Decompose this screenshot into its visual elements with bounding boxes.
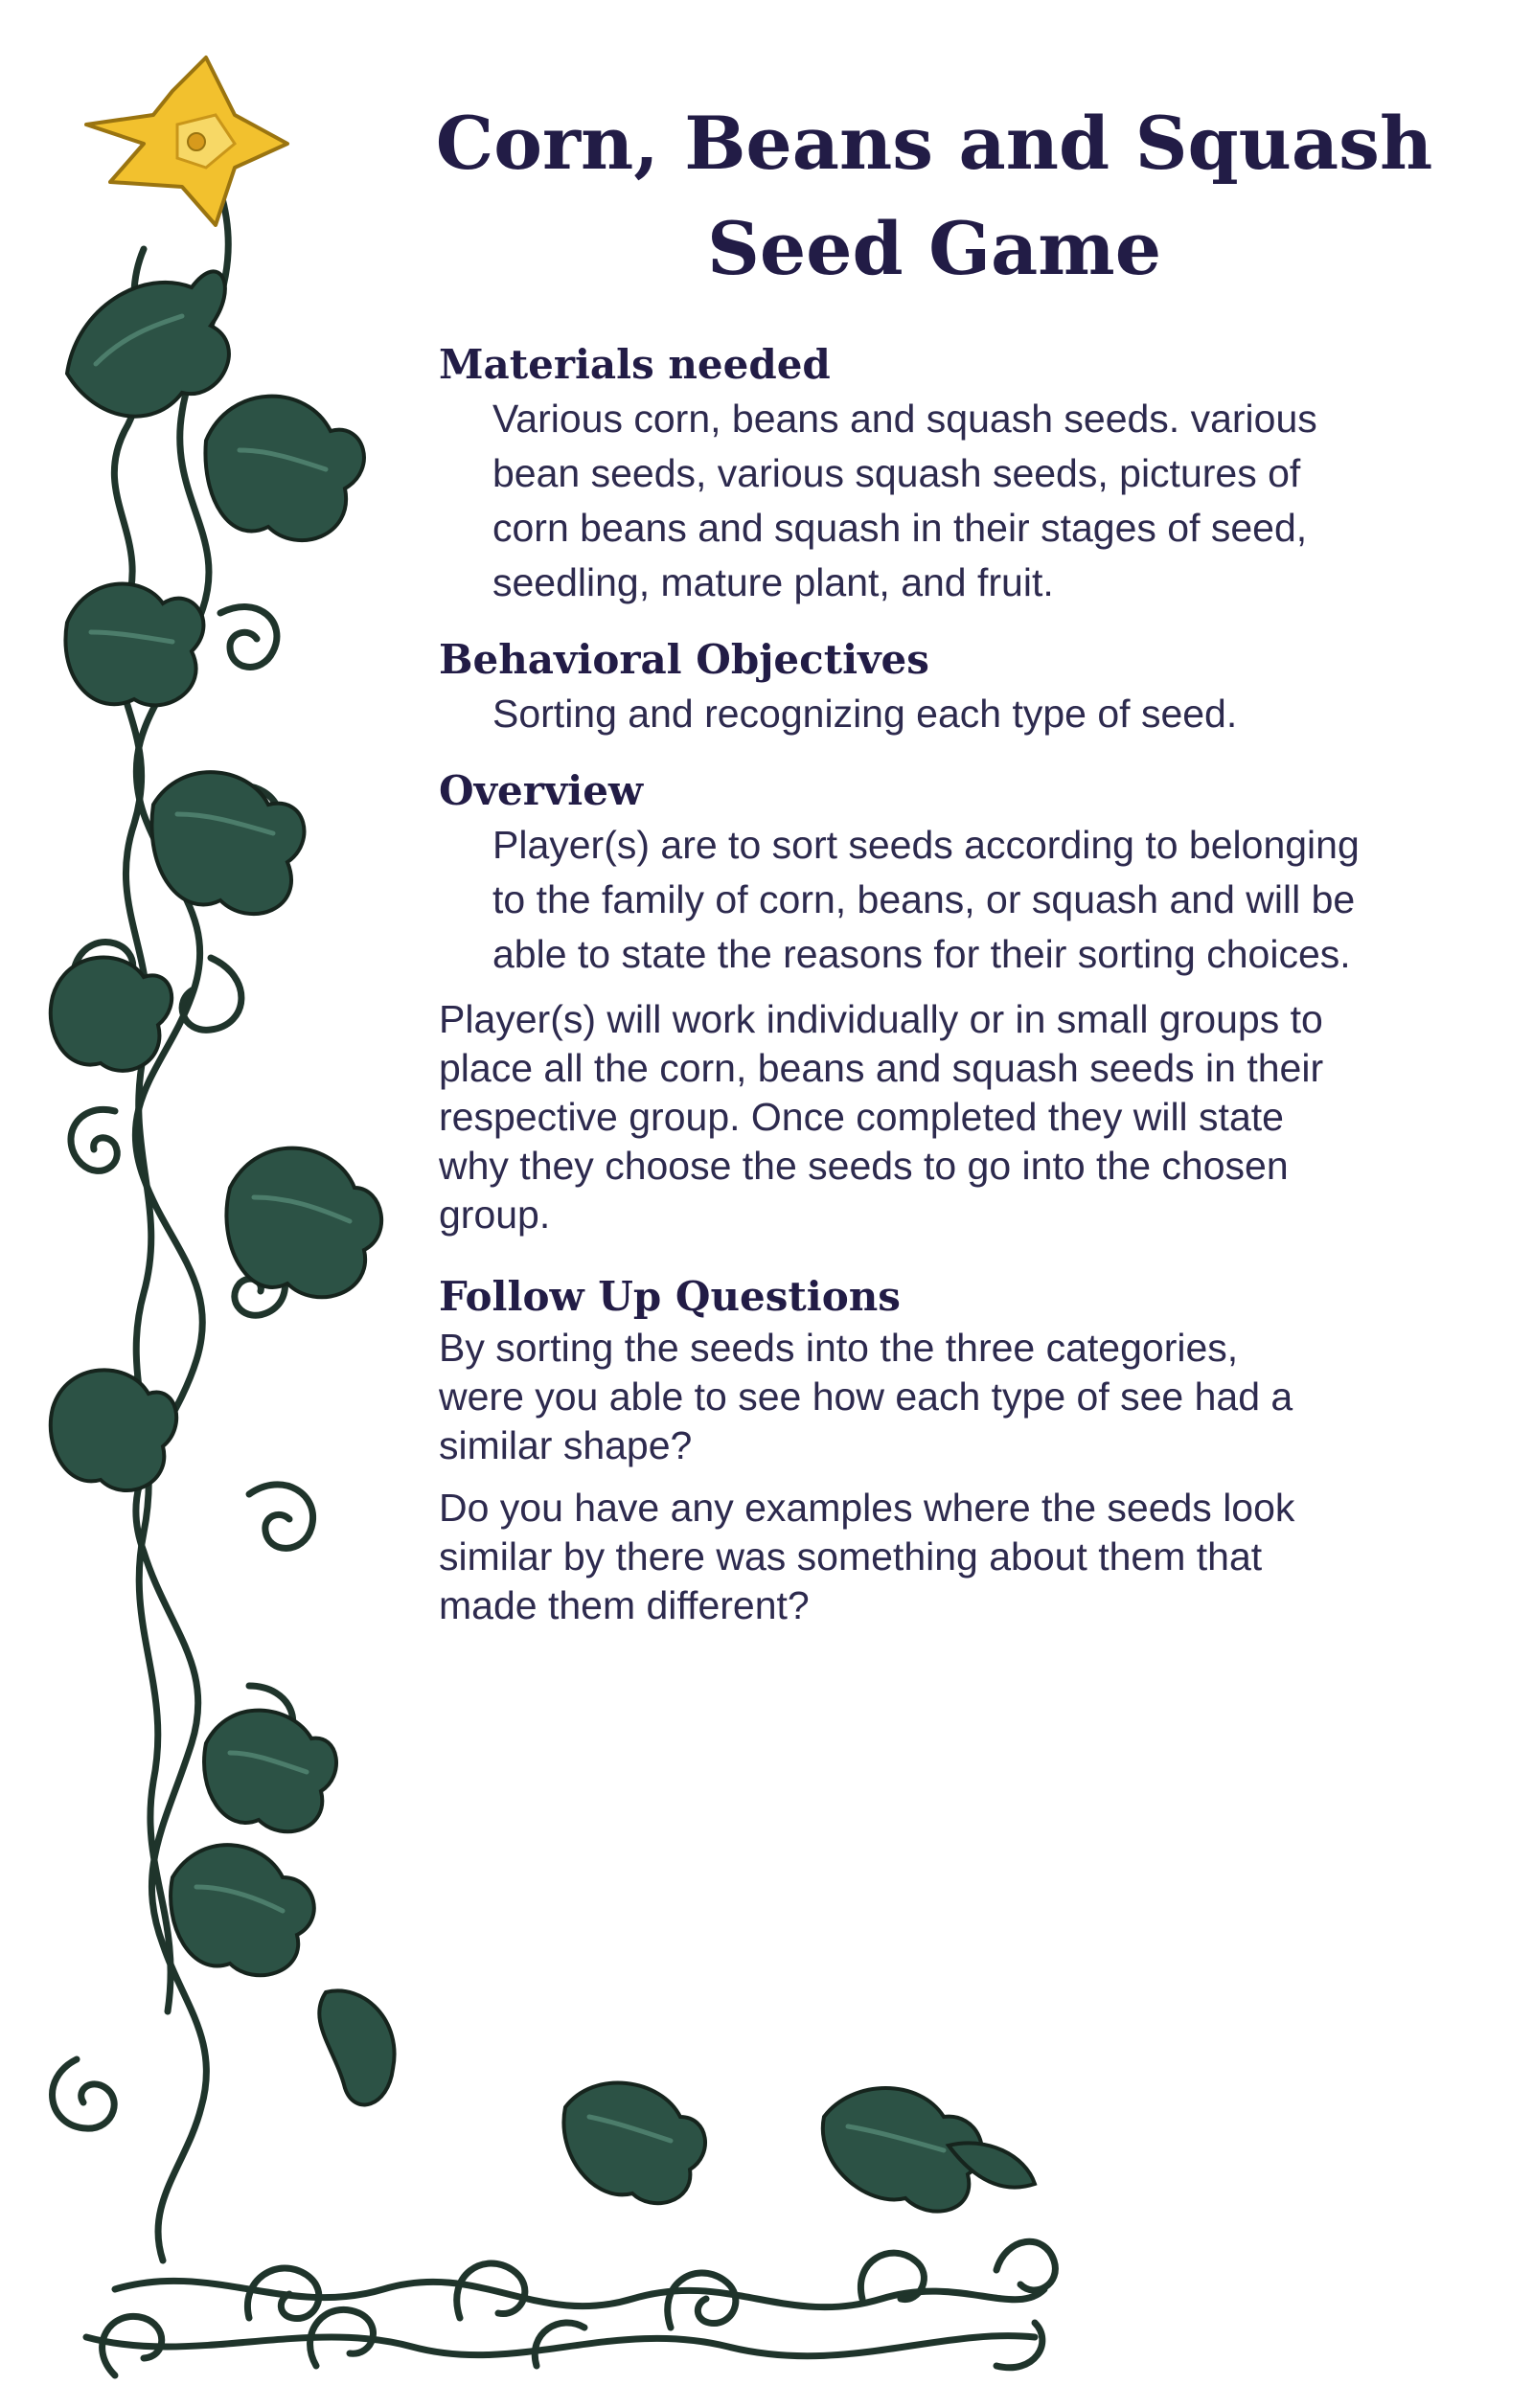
text-line: Player(s) are to sort seeds according to belonging (492, 823, 1360, 867)
text-line: Various corn, beans and squash seeds. various (492, 397, 1317, 441)
text-line: respective group. Once completed they will state (439, 1095, 1284, 1139)
followup-question-2 (439, 1484, 1435, 1630)
text-line: similar shape? (439, 1423, 693, 1467)
text-line: able to state the reasons for their sorting choices. (492, 932, 1351, 976)
title-line-1: Corn, Beans and Squash (435, 101, 1433, 186)
section-heading: Overview (439, 767, 644, 814)
text-line: similar by there was something about them that (439, 1534, 1263, 1579)
text-line: to the family of corn, beans, or squash and will be (492, 877, 1356, 921)
title-line-2: Seed Game (706, 206, 1162, 291)
text-line: Sorting and recognizing each type of seed. (492, 692, 1238, 736)
section-materials (439, 340, 1435, 610)
text-line: were you able to see how each type of see had a (439, 1374, 1293, 1419)
content-column (439, 340, 1435, 1630)
followup-question-1 (439, 1324, 1435, 1470)
text-line: corn beans and squash in their stages of seed, (492, 506, 1308, 550)
overview-paragraph (439, 995, 1435, 1239)
text-line: group. (439, 1193, 551, 1237)
text-line: By sorting the seeds into the three categories, (439, 1326, 1239, 1370)
section-objectives (439, 635, 1435, 741)
section-overview (439, 766, 1435, 1239)
section-followup (439, 1272, 1435, 1630)
text-line: why they choose the seeds to go into the chosen (439, 1144, 1289, 1188)
text-line: bean seeds, various squash seeds, pictures of (492, 451, 1301, 495)
text-line: made them different? (439, 1583, 810, 1627)
text-line: Player(s) will work individually or in small groups to (439, 997, 1323, 1041)
section-heading: Follow Up Questions (439, 1273, 901, 1320)
page-title (431, 91, 1437, 302)
text-line: seedling, mature plant, and fruit. (492, 560, 1054, 604)
section-heading: Materials needed (439, 341, 831, 388)
text-line: place all the corn, beans and squash seeds in their (439, 1046, 1324, 1090)
squash-flower (86, 57, 287, 225)
section-heading: Behavioral Objectives (439, 636, 929, 683)
text-line: Do you have any examples where the seeds look (439, 1486, 1295, 1530)
